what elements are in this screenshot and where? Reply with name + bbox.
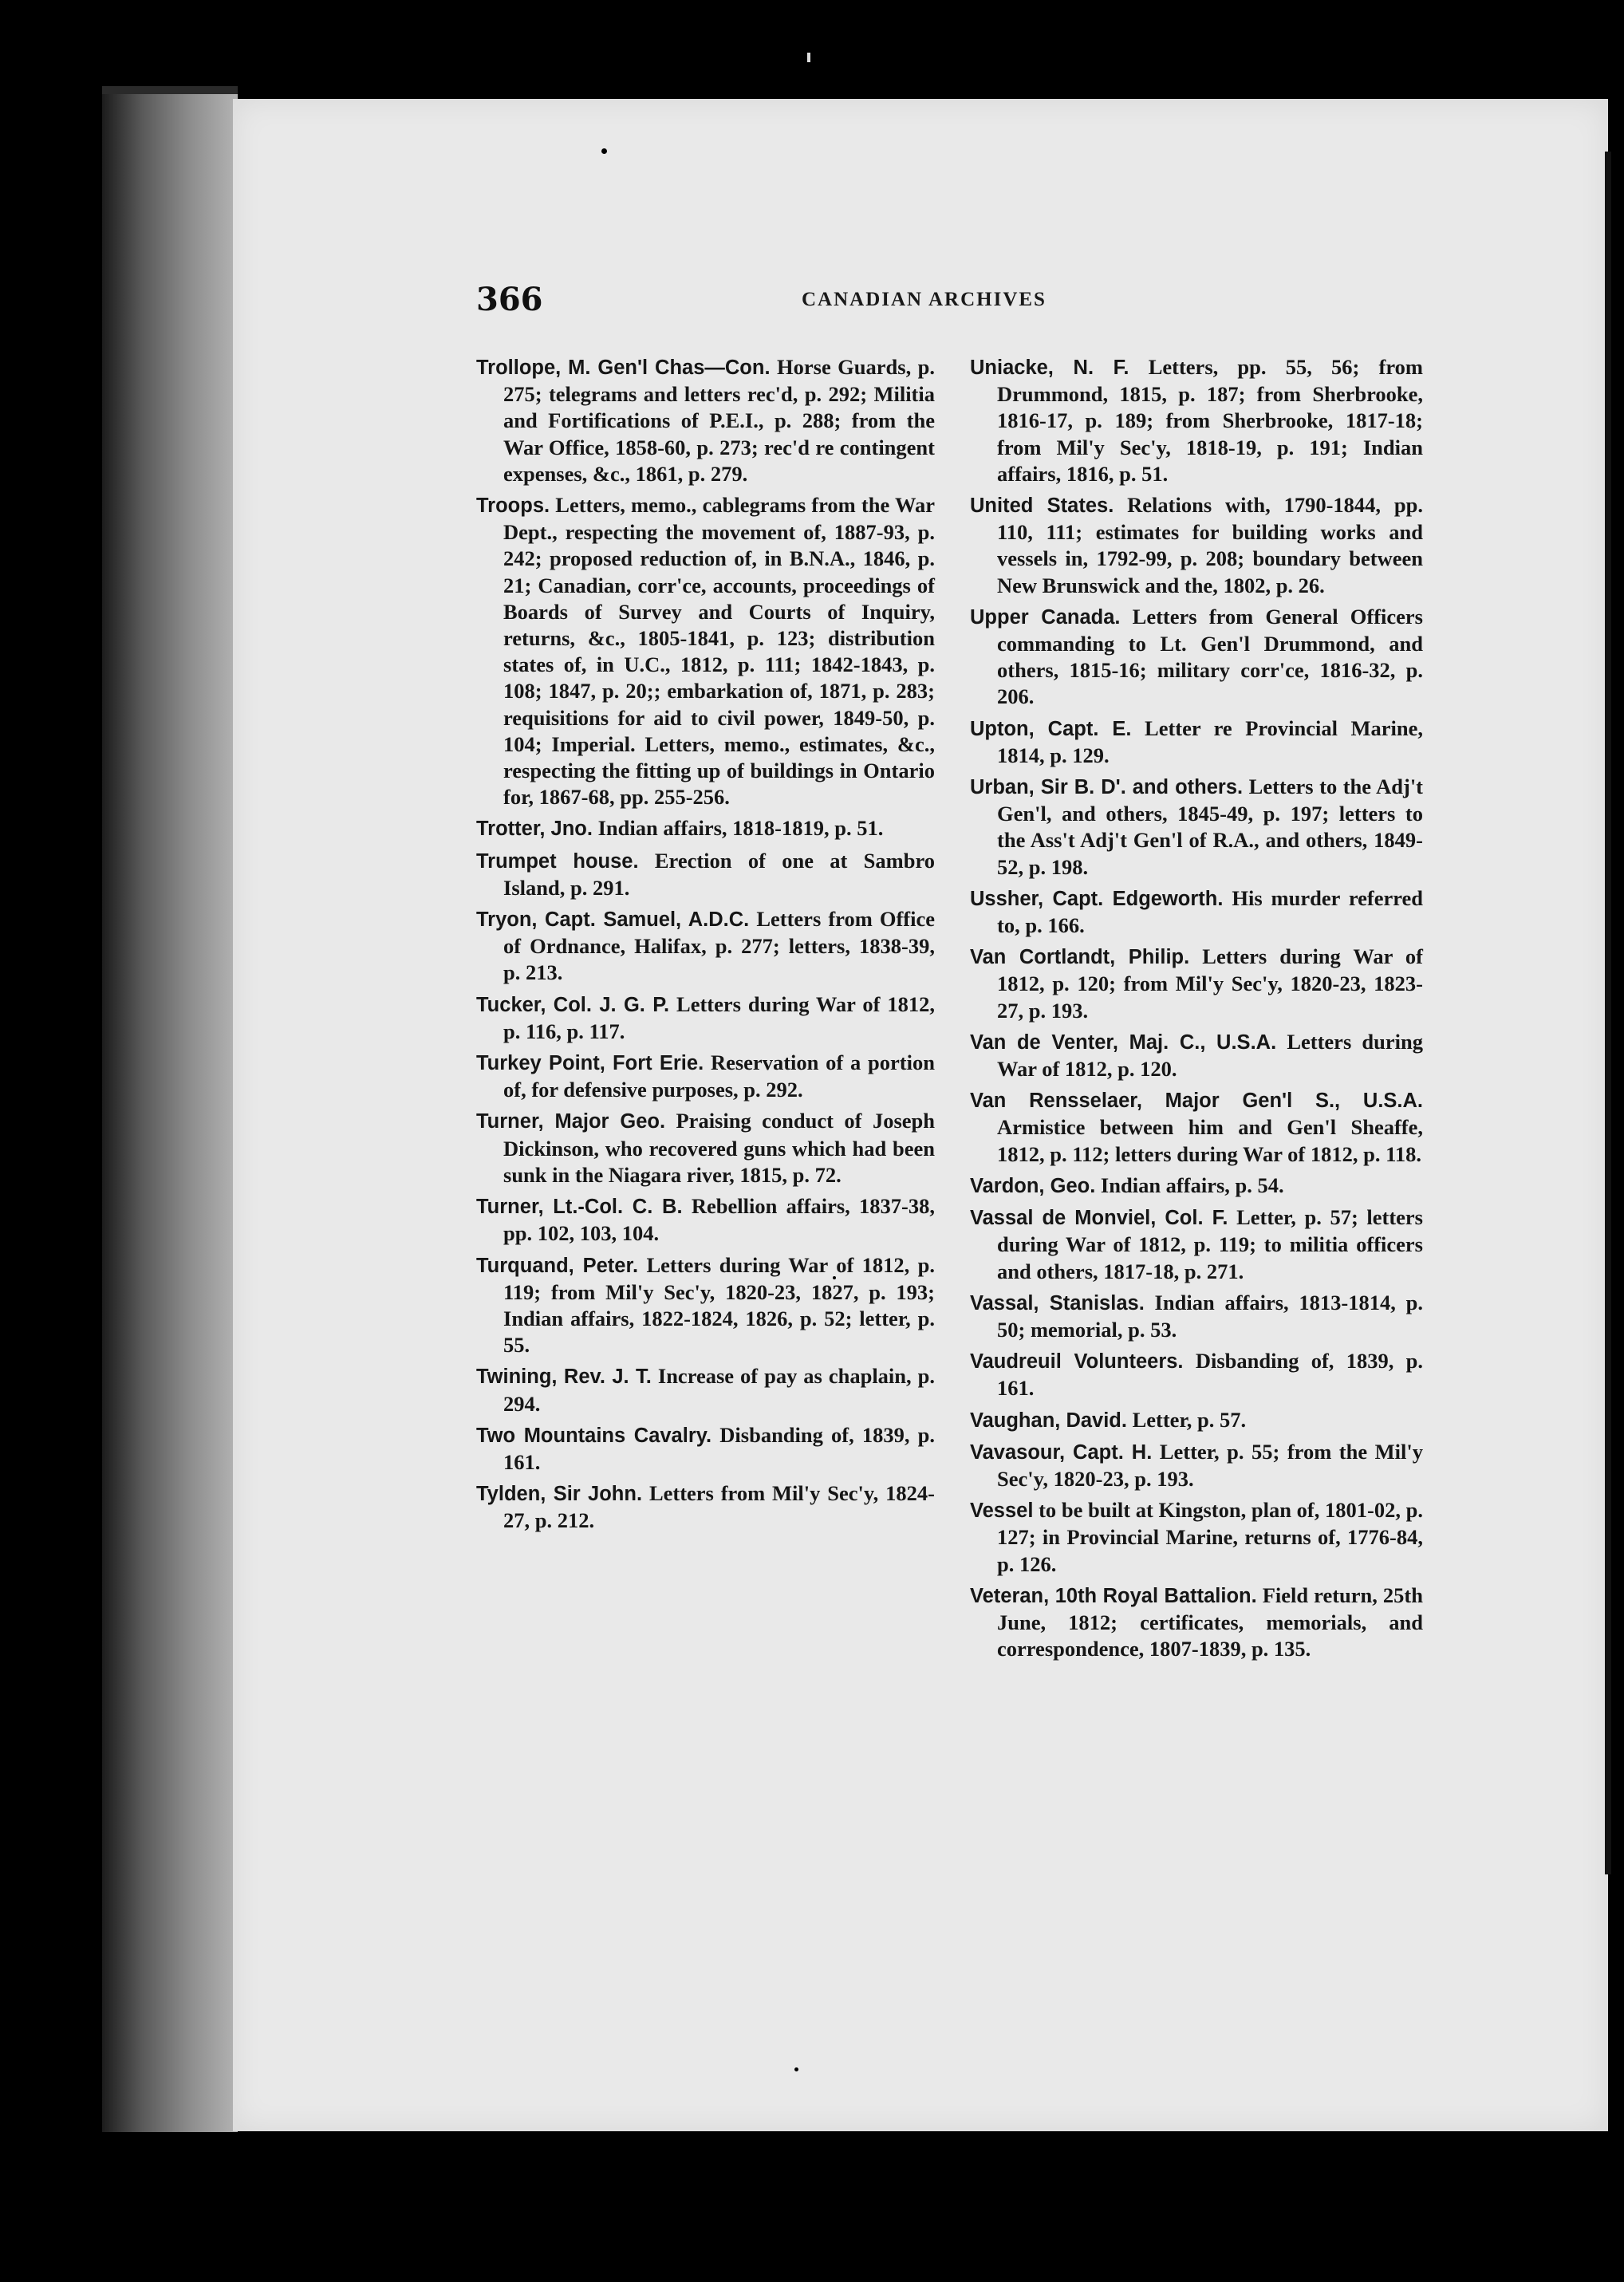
running-title: CANADIAN ARCHIVES	[802, 289, 1047, 310]
index-entry	[970, 1407, 1423, 1434]
index-entry	[476, 1480, 935, 1534]
entry-heading: Ussher, Capt. Edgeworth.	[970, 887, 1224, 910]
index-entry	[970, 1582, 1423, 1663]
entry-text: Field return, 25th June, 1812; certificates, memorials, and correspondence, 1807-1839, p. 135.	[997, 1582, 1423, 1661]
entry-text: Horse Guards, p. 275; telegrams and letters rec'd, p. 292; Militia and Fortifications of P.E.I., p. 288; from the War Office, 1858-60, p. 273; rec'd re contingent expenses, &c., 1861, p. 279.	[503, 355, 936, 486]
entry-heading: Vaudreuil Volunteers.	[970, 1350, 1184, 1374]
entry-heading: Turner, Lt.-Col. C. B.	[476, 1196, 683, 1219]
entry-text: Letter, p. 57; letters during War of 1812, p. 119; to militia officers and others, 1817-18, p. 271.	[997, 1205, 1423, 1283]
entry-heading: Vessel	[970, 1500, 1034, 1523]
book-spine-edge	[102, 94, 238, 2132]
scan-mark	[807, 53, 810, 62]
entry-heading: Van de Venter, Maj. C., U.S.A.	[970, 1031, 1277, 1054]
entry-text: Letter, p. 57.	[1132, 1407, 1247, 1432]
entry-heading: Vaughan, David.	[970, 1409, 1127, 1432]
entry-heading: Trollope, M. Gen'l Chas—Con.	[476, 357, 771, 379]
entry-text: Indian affairs, p. 54.	[1100, 1173, 1284, 1197]
index-entry	[970, 1348, 1423, 1401]
entry-heading: United States.	[970, 495, 1114, 518]
entry-heading: Tryon, Capt. Samuel, A.D.C.	[476, 908, 750, 932]
index-entry	[476, 1363, 935, 1417]
entry-text: Letters, memo., cablegrams from the War Dept., respecting the movement of, 1887-93, p. 242; proposed reduction of, in B.N.A., 1846, p. 21; Canadian, corr'ce, accounts, proceedings of Boards of Survey and Courts of Inquiry, returns, &c., 1805-1841, p. 123; distribution states of, in U.C., 1812, p. 111; 1842-1843, p. 108; 1847, p. 20;; embarkation of, 1871, p. 283; requisitions for aid to civil power, 1849-50, p. 104; Imperial. Letters, memo., estimates, &c., respecting the fitting up of buildings in Ontario for, 1867-68, pp. 255-256.	[503, 493, 936, 810]
entry-text: Praising conduct of Joseph Dickinson, who recovered guns which had been sunk in the Niagara river, 1815, p. 72.	[503, 1109, 935, 1187]
index-entry	[476, 492, 935, 810]
index-column-right	[970, 354, 1423, 1667]
entry-heading: Veteran, 10th Royal Battalion.	[970, 1584, 1257, 1607]
index-entry	[970, 604, 1423, 711]
index-entry	[970, 1497, 1423, 1578]
entry-heading: Turquand, Peter.	[476, 1254, 639, 1277]
index-entry	[476, 1050, 935, 1103]
entry-text: Increase of pay as chaplain, p. 294.	[503, 1364, 936, 1416]
index-entry	[476, 354, 935, 487]
entry-text: Disbanding of, 1839, p. 161.	[997, 1349, 1423, 1401]
index-entry	[476, 1193, 935, 1247]
entry-text: Letters during War of 1812, p. 119; from Mil'y Sec'y, 1820-23, 1827, p. 193; Indian affairs, 1822-1824, 1826, p. 52; letter, p. 55.	[503, 1252, 936, 1358]
entry-heading: Vassal, Stanislas.	[970, 1291, 1145, 1314]
index-entry	[970, 1439, 1423, 1492]
index-entry	[476, 848, 935, 901]
entry-text: Reservation of a portion of, for defensive purposes, p. 292.	[503, 1050, 935, 1102]
entry-text: Letters from Mil'y Sec'y, 1824-27, p. 212.	[503, 1481, 935, 1533]
index-entry	[970, 492, 1423, 599]
dust-speck	[601, 148, 607, 154]
entry-text: Indian affairs, 1818-1819, p. 51.	[597, 816, 884, 841]
entry-heading: Upper Canada.	[970, 605, 1121, 629]
entry-heading: Vardon, Geo.	[970, 1174, 1096, 1197]
index-entry	[970, 1087, 1423, 1168]
entry-text: Letters from Office of Ordnance, Halifax, p. 277; letters, 1838-39, p. 213.	[503, 907, 935, 985]
entry-text: Letters during War of 1812, p. 120.	[997, 1029, 1424, 1082]
page-number: 366	[476, 281, 543, 318]
entry-heading: Turner, Major Geo.	[476, 1110, 666, 1133]
entry-heading: Van Rensselaer, Major Gen'l S., U.S.A.	[970, 1090, 1423, 1113]
entry-text: Letters to the Adj't Gen'l, and others, 1845-49, p. 197; letters to the Ass't Adj't Gen'l of R.A., and others, 1849-52, p. 198.	[997, 774, 1424, 879]
index-entry	[970, 774, 1423, 881]
entry-text: Letter re Provincial Marine, 1814, p. 129.	[997, 715, 1424, 767]
page-right-edge	[1605, 152, 1611, 1874]
entry-heading: Urban, Sir B. D'. and others.	[970, 776, 1244, 799]
index-entry	[476, 1422, 935, 1476]
index-entry	[476, 991, 935, 1045]
entry-text: Indian affairs, 1813-1814, p. 50; memorial, p. 53.	[997, 1290, 1423, 1342]
entry-heading: Two Mountains Cavalry.	[476, 1424, 712, 1447]
entry-text: Letters from General Officers commanding to Lt. Gen'l Drummond, and others, 1815-16; military corr'ce, 1816-32, p. 206.	[997, 604, 1423, 709]
entry-heading: Upton, Capt. E.	[970, 717, 1132, 740]
index-entry	[476, 1108, 935, 1188]
entry-text: Rebellion affairs, 1837-38, pp. 102, 103, 104.	[503, 1194, 936, 1246]
entry-heading: Troops.	[476, 495, 550, 518]
entry-text: Letters during War of 1812, p. 116, p. 117.	[503, 991, 936, 1043]
entry-heading: Vavasour, Capt. H.	[970, 1441, 1153, 1464]
entry-heading: Van Cortlandt, Philip.	[970, 946, 1190, 969]
index-column-left	[476, 354, 935, 1539]
entry-heading: Uniacke, N. F.	[970, 357, 1129, 379]
index-entry	[476, 815, 935, 842]
entry-text: Disbanding of, 1839, p. 161.	[503, 1422, 935, 1474]
index-entry	[970, 1173, 1423, 1200]
entry-text: Letters during War of 1812, p. 120; from Mil'y Sec'y, 1820-23, 1823-27, p. 193.	[997, 944, 1424, 1023]
index-entry	[970, 885, 1423, 939]
entry-text: Relations with, 1790-1844, pp. 110, 111; estimates for building works and vessels in, 1792-99, p. 208; boundary between New Brunswick and the, 1802, p. 26.	[997, 493, 1423, 597]
dust-speck	[794, 2067, 798, 2071]
entry-heading: Twining, Rev. J. T.	[476, 1366, 652, 1389]
index-entry	[970, 715, 1423, 769]
index-entry	[476, 906, 935, 987]
entry-text: Erection of one at Sambro Island, p. 291.	[503, 848, 935, 900]
entry-heading: Tucker, Col. J. G. P.	[476, 993, 670, 1016]
entry-heading: Turkey Point, Fort Erie.	[476, 1052, 704, 1075]
entry-text: Letter, p. 55; from the Mil'y Sec'y, 1820-23, p. 193.	[997, 1439, 1423, 1491]
entry-text: His murder referred to, p. 166.	[997, 885, 1423, 938]
entry-text: to be built at Kingston, plan of, 1801-02, p. 127; in Provincial Marine, returns of, 1776-84, p. 126.	[997, 1498, 1424, 1576]
index-entry	[476, 1252, 935, 1359]
entry-heading: Vassal de Monviel, Col. F.	[970, 1207, 1228, 1230]
index-entry	[970, 1290, 1423, 1343]
entry-text: Letters, pp. 55, 56; from Drummond, 1815, p. 187; from Sherbrooke, 1816-17, p. 189; from Sherbrooke, 1817-18; from Mil'y Sec'y, 1818-19, p. 191; Indian affairs, 1816, p. 51.	[997, 355, 1423, 486]
entry-heading: Trotter, Jno.	[476, 818, 593, 841]
index-entry	[970, 1029, 1423, 1082]
index-entry	[970, 1204, 1423, 1285]
entry-heading: Tylden, Sir John.	[476, 1483, 643, 1506]
entry-heading: Trumpet house.	[476, 849, 639, 873]
index-entry	[970, 944, 1423, 1024]
running-header	[0, 281, 1624, 329]
entry-text: Armistice between him and Gen'l Sheaffe, 1812, p. 112; letters during War of 1812, p. 118.	[997, 1115, 1423, 1166]
index-entry	[970, 354, 1423, 487]
